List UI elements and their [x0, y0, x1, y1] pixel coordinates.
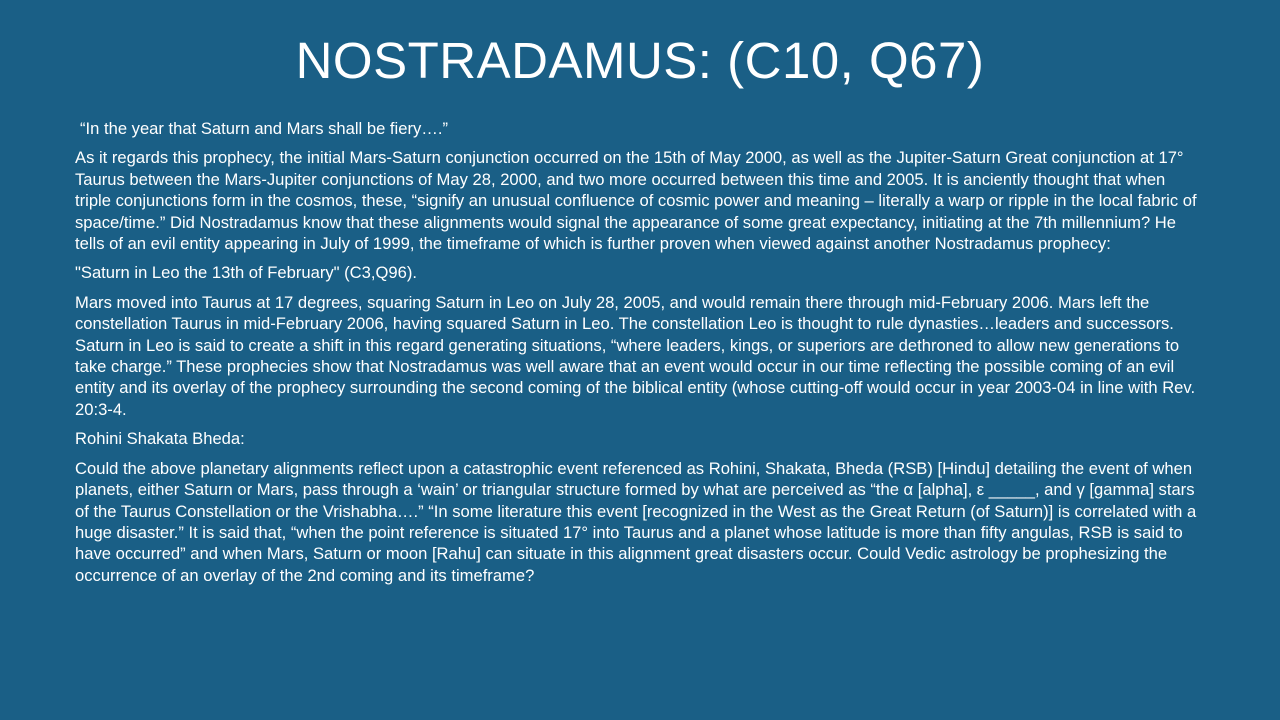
- paragraph-rsb: Could the above planetary alignments reflect upon a catastrophic event referenced as Rohini, Shakata, Bheda (RSB) [Hindu] detailing the event of when planets, either Saturn or Mars, pass through a ‘wain’ or triangular structure formed by what are perceived as “the α [alpha], ε _____, and γ [gamma] stars of the Taurus Constellation or the Vrishabha….” “In some literature this event [recognized in the West as the Great Return (of Saturn)] is correlated with a huge disaster.” It is said that, “when the point reference is situated 17° into Taurus and a planet whose latitude is more than fifty angulas, RSB is said to have occurred” and when Mars, Saturn or moon [Rahu] can situate in this alignment great disasters occur. Could Vedic astrology be prophesizing the occurrence of an overlay of the 2nd coming and its timeframe?: [75, 458, 1197, 585]
- subheading-rohini-shakata-bheda: Rohini Shakata Bheda:: [75, 429, 245, 449]
- slide-body: [75, 118, 1205, 594]
- opening-quote: “In the year that Saturn and Mars shall be fiery….”: [80, 119, 448, 138]
- paragraph-mars-taurus: Mars moved into Taurus at 17 degrees, squaring Saturn in Leo on July 28, 2005, and would remain there through mid-February 2006. Mars left the constellation Taurus in mid-February 2006, having squared Saturn in Leo. The constellation Leo is thought to rule dynasties…leaders and successors. Saturn in Leo is said to create a shift in this regard generating situations, “where leaders, kings, or superiors are dethroned to allow new generations to take charge.” These prophecies show that Nostradamus was well aware that an event would occur in our time reflecting the possible coming of an evil entity and its overlay of the prophecy surrounding the second coming of the biblical entity (whose cutting-off would occur in year 2003-04 in line with Rev. 20:3-4.: [75, 292, 1196, 419]
- paragraph-saturn-in-leo-quote: "Saturn in Leo the 13th of February" (C3,Q96).: [75, 263, 417, 283]
- slide-title: NOSTRADAMUS: (C10, Q67): [295, 32, 985, 89]
- paragraph-conjunctions: As it regards this prophecy, the initial Mars-Saturn conjunction occurred on the 15th of May 2000, as well as the Jupiter-Saturn Great conjunction at 17° Taurus between the Mars-Jupiter conjunctions of May 28, 2000, and two more occurred between this time and 2005. It is anciently thought that when triple conjunctions form in the cosmos, these, “signify an unusual confluence of cosmic power and meaning – literally a warp or ripple in the local fabric of space/time.” Did Nostradamus know that these alignments would signal the appearance of some great expectancy, initiating at the 7th millennium? He tells of an evil entity appearing in July of 1999, the timeframe of which is further proven when viewed against another Nostradamus prophecy:: [75, 148, 1197, 254]
